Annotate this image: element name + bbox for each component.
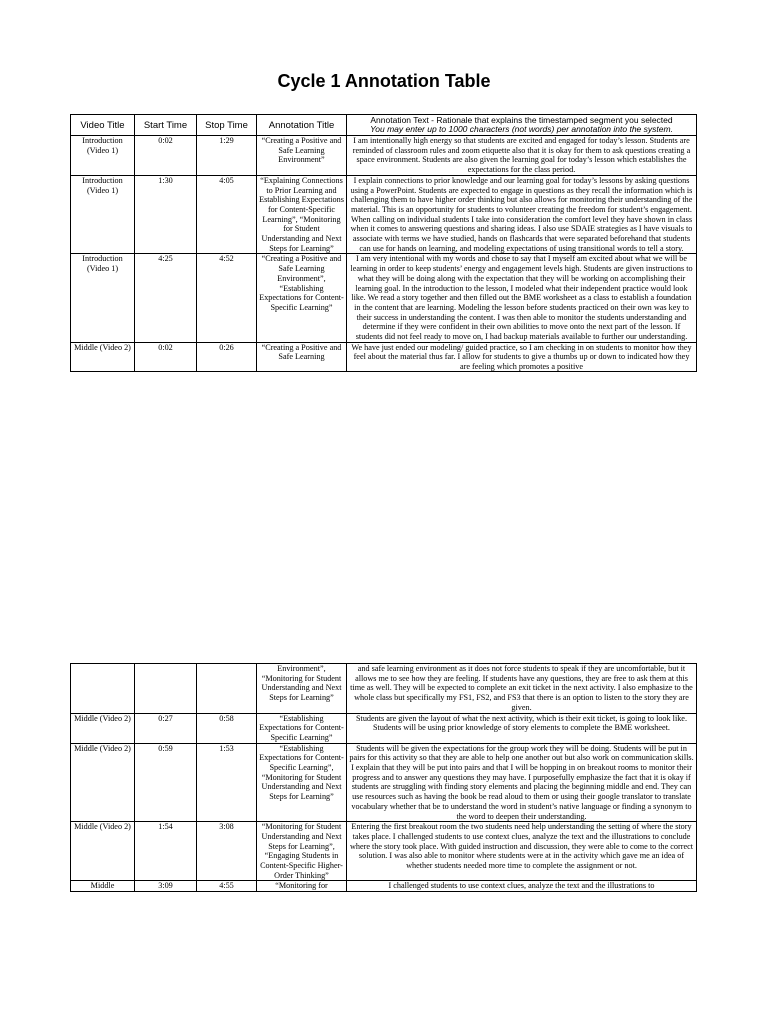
table-row xyxy=(71,175,697,254)
annotation-title-cell: Environment”, “Monitoring for Student Understanding and Next Steps for Learning” xyxy=(257,664,347,714)
annotation-text-cell: and safe learning environment as it does not force students to speak if they are uncomfortable, but it allows me to see how they are feeling. If students have any questions, they are free to ask them at this time as well. They will be expected to complete an exit ticket in the next activity. I also emphasize to the whole class but specifically my FS1, FS2, and FS3 that there is an option to listen to the story they are given. xyxy=(347,664,697,714)
header-video-title: Video Title xyxy=(71,115,135,136)
header-row xyxy=(71,115,697,136)
stop-time-cell xyxy=(197,664,257,714)
start-time-cell xyxy=(135,664,197,714)
start-time-cell: 1:54 xyxy=(135,822,197,881)
annotation-title-cell: “Monitoring for xyxy=(257,881,347,892)
header-rationale-note: You may enter up to 1000 characters (not words) per annotation into the system. xyxy=(370,124,673,134)
table-row xyxy=(71,664,697,714)
annotation-title-cell xyxy=(257,342,347,371)
annotation-text-body: We have just ended our modeling/ guided practice, so I am checking in on students to monitor how they feel about the material thus far. I allow for students to give a thumbs up or down to indicated how they are feeling which promotes a positive xyxy=(351,342,692,371)
start-time-cell: 0:59 xyxy=(135,743,197,822)
stop-time-cell: 0:58 xyxy=(197,713,257,743)
stop-time-cell: 1:29 xyxy=(197,136,257,176)
annotation-text-cell: I explain connections to prior knowledge and our learning goal for today’s lessons by asking questions using a PowerPoint. Students are expected to engage in questions as they recall the information which is challenging them to have higher order thinking but also allows for monitoring their understanding of the material. This is an opportunity for students to volunteer creating the freedom for student’s engagement. When calling on individual students I take into consideration the comfort level they have shown in class when it comes to answering questions and sharing ideas. I also use SDAIE strategies as I have visuals to associate with terms we have studied, hands on flashcards that were separated beforehand that students can use for hands on learning, and modeling expectations of using transitional words to tell a story. xyxy=(347,175,697,254)
annotation-title-cell: “Creating a Positive and Safe Learning Environment”, “Establishing Expectations for Content-Specific Learning” xyxy=(257,254,347,342)
start-time-cell: 0:02 xyxy=(135,342,197,371)
table-row xyxy=(71,254,697,342)
start-time-cell: 0:02 xyxy=(135,136,197,176)
video-title-cell: Middle xyxy=(71,881,135,892)
annotation-title-cell: “Explaining Connections to Prior Learning and Establishing Expectations for Content-Specific Learning”, “Monitoring for Student Understanding and Next Steps for Learning” xyxy=(257,175,347,254)
annotation-title-text: “Creating a Positive and Safe Learning xyxy=(261,342,342,362)
table-row xyxy=(71,136,697,176)
start-time-cell: 3:09 xyxy=(135,881,197,892)
video-title-cell: Middle (Video 2) xyxy=(71,822,135,881)
annotation-text-cell: I am intentionally high energy so that students are excited and engaged for today’s lesson. Students are reminded of classroom rules and zoom etiquette also that it is okay for them to ask questions creating a space environment. Students are also given the learning goal for today’s lesson which establishes the expectations for the class period. xyxy=(347,136,697,176)
stop-time-cell: 4:05 xyxy=(197,175,257,254)
annotation-text-cell: I challenged students to use context clues, analyze the text and the illustrations to xyxy=(347,881,697,892)
stop-time-cell: 4:55 xyxy=(197,881,257,892)
annotation-text-cell: I am very intentional with my words and chose to say that I myself am excited about what we will be learning in order to keep students’ energy and engagement levels high. Students are given instructions to what they will be doing along with the expectation that they will be working on accomplishing their learning goal. In the introduction to the lesson, I modeled what their independent practice would look like. We read a story together and then filled out the BME worksheet as a class to establish a foundation in the content that are learning. Modeling the lesson before students practiced on their own was key to their success in understanding the content. I was then able to monitor the students understanding and determine if they were confident in their own abilities to move onto the next part of the lesson. If students did not feel ready to move on, I had backup materials available to further our understanding. xyxy=(347,254,697,342)
header-rationale-text: Annotation Text - Rationale that explains the timestamped segment you selected xyxy=(370,114,673,125)
video-title-cell: Middle (Video 2) xyxy=(71,713,135,743)
header-annotation-title: Annotation Title xyxy=(257,115,347,136)
start-time-cell: 1:30 xyxy=(135,175,197,254)
video-title-cell: Middle (Video 2) xyxy=(71,342,135,371)
table-row xyxy=(71,743,697,822)
stop-time-cell: 0:26 xyxy=(197,342,257,371)
video-title-cell: Introduction (Video 1) xyxy=(71,136,135,176)
header-rationale xyxy=(347,115,697,136)
stop-time-cell: 1:53 xyxy=(197,743,257,822)
table-row xyxy=(71,881,697,892)
header-stop-time: Stop Time xyxy=(197,115,257,136)
video-title-cell xyxy=(71,664,135,714)
start-time-cell: 0:27 xyxy=(135,713,197,743)
start-time-cell: 4:25 xyxy=(135,254,197,342)
video-title-cell: Introduction (Video 1) xyxy=(71,254,135,342)
page-title: Cycle 1 Annotation Table xyxy=(277,71,491,91)
table-row xyxy=(71,342,697,371)
table-row xyxy=(71,713,697,743)
annotation-title-cell: “Monitoring for Student Understanding and Next Steps for Learning”, “Engaging Students in Content-Specific Higher-Order Thinking” xyxy=(257,822,347,881)
table-row xyxy=(71,822,697,881)
video-title-cell: Middle (Video 2) xyxy=(71,743,135,822)
annotation-title-cell: “Establishing Expectations for Content-Specific Learning” xyxy=(257,713,347,743)
annotation-text-cell: Students are given the layout of what the next activity, which is their exit ticket, is going to look like. Students will be using prior knowledge of story elements to complete the BME worksheet. xyxy=(347,713,697,743)
video-title-cell: Introduction (Video 1) xyxy=(71,175,135,254)
annotation-table-page-1 xyxy=(70,114,697,372)
annotation-text-cell: Entering the first breakout room the two students need help understanding the setting of where the story takes place. I challenged students to use context clues, analyze the text and the illustrations to conclude where the story took place. With guided instruction and discussion, they were able to come to the correct solution. I was also able to monitor where students were at in the activity which gave me an idea of whether students needed more time to complete the assignment or not. xyxy=(347,822,697,881)
annotation-table-page-2 xyxy=(70,663,697,892)
header-start-time: Start Time xyxy=(135,115,197,136)
stop-time-cell: 4:52 xyxy=(197,254,257,342)
annotation-title-cell: “Establishing Expectations for Content-Specific Learning”, “Monitoring for Student Understanding and Next Steps for Learning” xyxy=(257,743,347,822)
annotation-text-cell xyxy=(347,342,697,371)
annotation-text-cell: Students will be given the expectations for the group work they will be doing. Students will be put in pairs for this activity so that they are able to help one another out but also work on communication skills. I explain that they will be put into pairs and that I will be hopping in on breakout rooms to monitor their progress and to answer any questions they may have. I purposefully emphasize the fact that it is okay if students are struggling with finding story elements and placing the beginning middle and end. They can use resources such as having the book be read aloud to them or using their google translator to translate vocabulary whether that be to understand the word in student’s native language or finding a synonym to the word to deepen their understanding. xyxy=(347,743,697,822)
annotation-title-cell: “Creating a Positive and Safe Learning Environment” xyxy=(257,136,347,176)
stop-time-cell: 3:08 xyxy=(197,822,257,881)
